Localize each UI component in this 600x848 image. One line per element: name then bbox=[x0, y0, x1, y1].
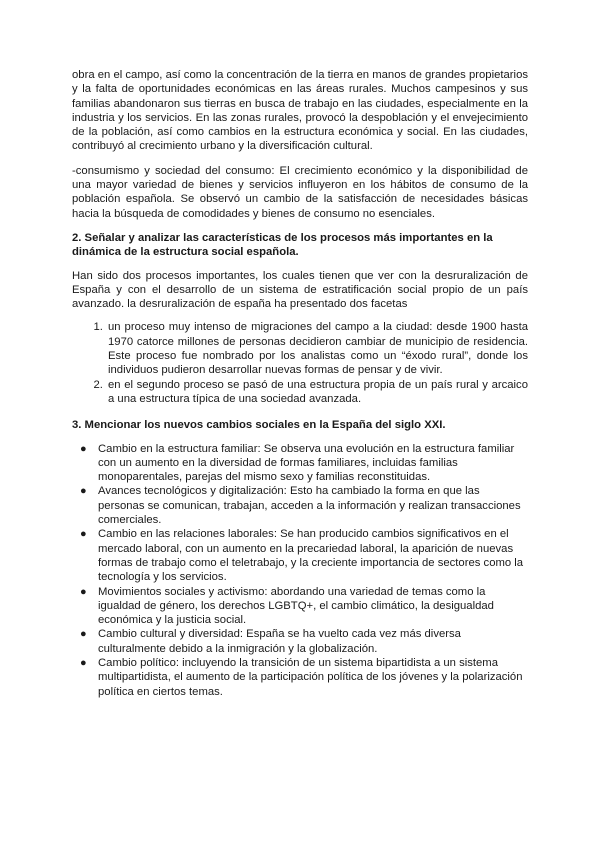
bullet-item bbox=[72, 656, 528, 699]
bullet-text: Avances tecnológicos y digitalización: Esto ha cambiado la forma en que las personas se comunican, trabajan, acceden a la información y realizan transacciones comerciales. bbox=[98, 485, 521, 527]
bullet-text: Cambio político: incluyendo la transición de un sistema bipartidista a un sistema multipartidista, el aumento de la participación política de los jóvenes y la polarización política en ciertos temas. bbox=[98, 656, 523, 698]
paragraph-consumerism: -consumismo y sociedad del consumo: El crecimiento económico y la disponibilidad de una mayor variedad de bienes y servicios influyeron en los hábitos de consumo de la población española. Se observó un cambio de la satisfacción de necesidades básicas hacia la búsqueda de comodidades y bienes de consumo no esenciales. bbox=[72, 164, 528, 220]
bullet-text: Cambio en la estructura familiar: Se observa una evolución en la estructura familiar con un aumento en la diversidad de formas familiares, incluidas familias monoparentales, parejas del mismo sexo y familias reconstituidas. bbox=[98, 442, 515, 484]
bullet-item bbox=[72, 442, 528, 485]
numbered-item: 1. un proceso muy intenso de migraciones del campo a la ciudad: desde 1900 hasta 1970 catorce millones de personas decidieron cambiar de municipio de residencia. Este proceso fue nombrado por los analistas como un “éxodo rural”, donde los individuos pudieron desarrollar nuevas formas de pensar y de vivir. bbox=[106, 320, 528, 377]
bullet-text: Cambio cultural y diversidad: España se ha vuelto cada vez más diversa culturalmente debido a la inmigración y la globalización. bbox=[98, 628, 461, 655]
bullet-item bbox=[72, 527, 528, 584]
bullet-icon: ● bbox=[80, 485, 87, 498]
section-2-intro: Han sido dos procesos importantes, los cuales tienen que ver con la desruralización de España y con el desarrollo de un sistema de estratificación social propio de un país avanzado. la desruralización de españa ha presentado dos facetas bbox=[72, 269, 528, 311]
bullet-item bbox=[72, 484, 528, 527]
numbered-item: 2. en el segundo proceso se pasó de una estructura propia de un país rural y arcaico a una estructura típica de una sociedad avanzada. bbox=[106, 378, 528, 407]
section-2-heading: 2. Señalar y analizar las características de los procesos más importantes en la dinámica de la estructura social española. bbox=[72, 231, 493, 259]
bullet-icon: ● bbox=[80, 585, 87, 598]
bullet-icon: ● bbox=[80, 442, 87, 455]
section-2-numbered-list bbox=[72, 320, 528, 406]
bullet-item bbox=[72, 585, 528, 628]
bullet-text: Movimientos sociales y activismo: abordando una variedad de temas como la igualdad de género, los derechos LGBTQ+, el cambio climático, la desigualdad económica y la justicia social. bbox=[98, 585, 494, 627]
bullet-icon: ● bbox=[80, 528, 87, 541]
bullet-icon: ● bbox=[80, 656, 87, 669]
section-3-heading: 3. Mencionar los nuevos cambios sociales en la España del siglo XXI. bbox=[72, 419, 446, 432]
bullet-item bbox=[72, 627, 528, 656]
bullet-text: Cambio en las relaciones laborales: Se han producido cambios significativos en el mercado laboral, con un aumento en la precariedad laboral, la aparición de nuevas formas de trabajo como el teletrabajo, y la creciente importancia de sectores como la tecnología y los servicios. bbox=[98, 528, 524, 584]
paragraph-rural-exodus: obra en el campo, así como la concentración de la tierra en manos de grandes propietarios y la falta de oportunidades económicas en las áreas rurales. Muchos campesinos y sus familias abandonaron sus tierras en busca de trabajo en las ciudades, especialmente en la industria y los servicios. En las zonas rurales, provocó la despoblación y el envejecimiento de la población, así como cambios en la estructura económica y social. En las ciudades, contribuyó al crecimiento urbano y la diversificación cultural. bbox=[72, 69, 528, 153]
bullet-icon: ● bbox=[80, 628, 87, 641]
section-3-bullet-list bbox=[72, 442, 528, 699]
